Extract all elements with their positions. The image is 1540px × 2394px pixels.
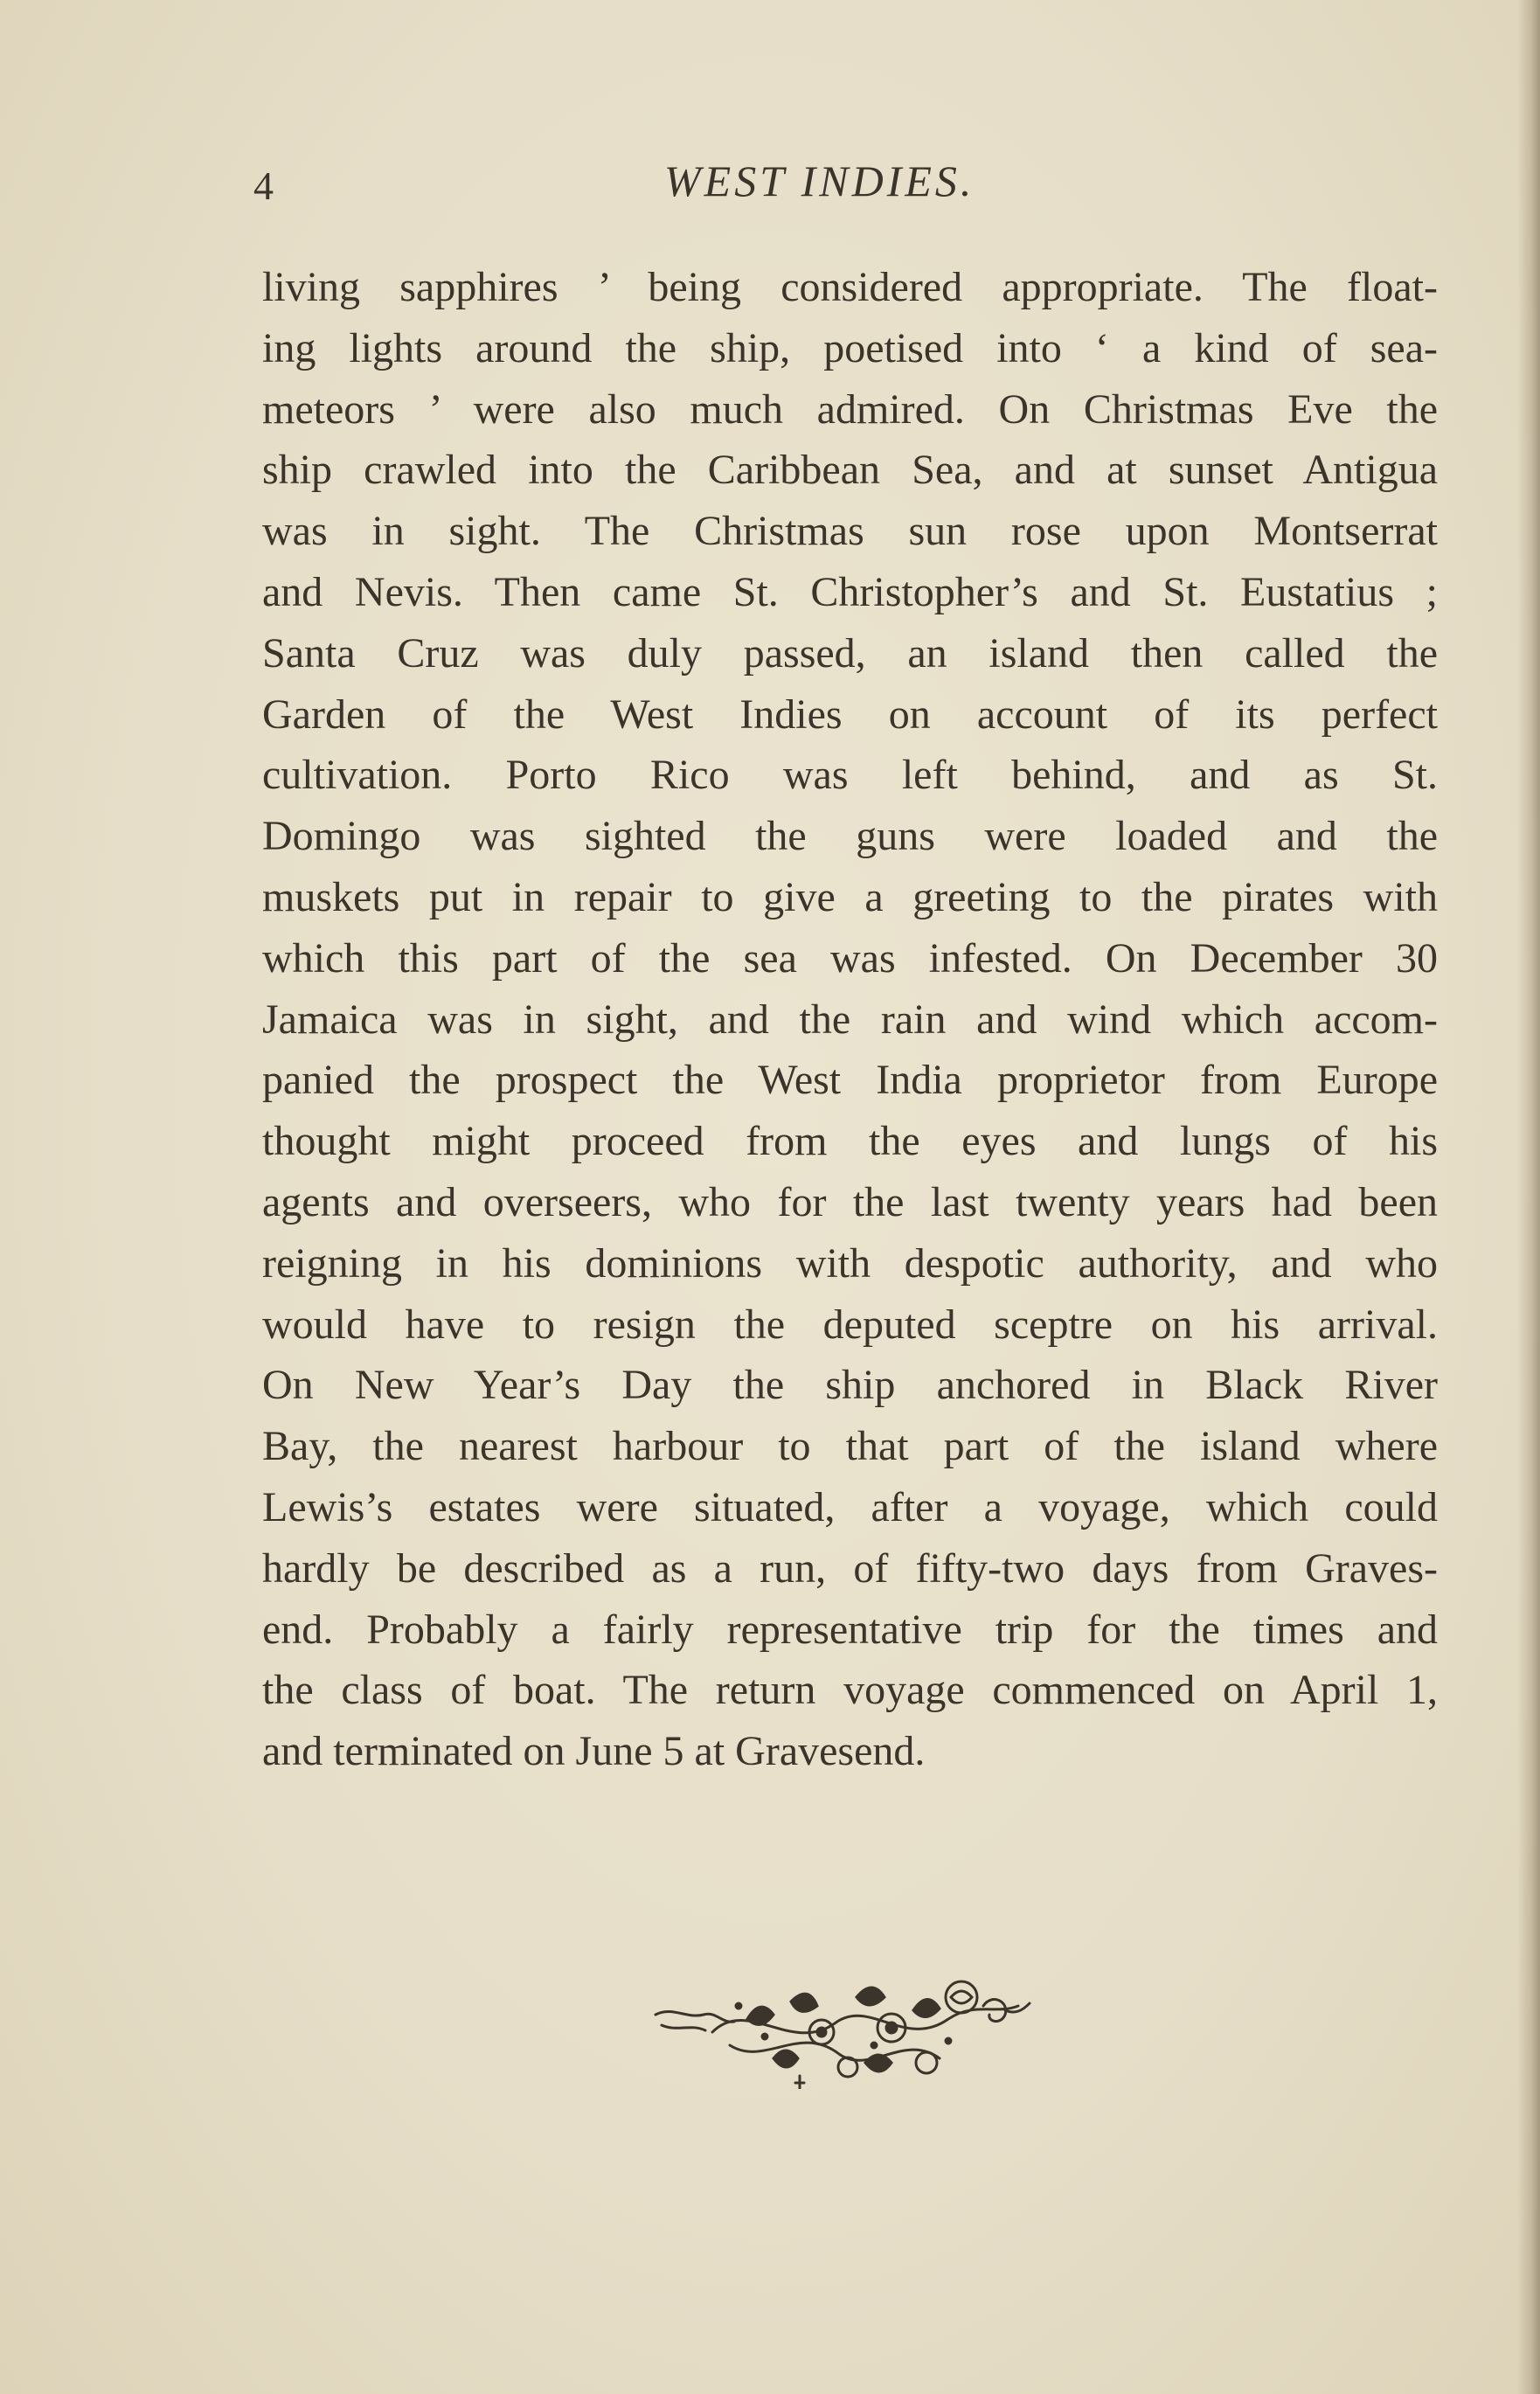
text-line: cultivation. Porto Rico was left behind, and as St. [262, 752, 1438, 799]
text-line: Bay, the nearest harbour to that part of the island where [262, 1423, 1438, 1470]
body-paragraph [262, 257, 1438, 1782]
text-line: On New Year’s Day the ship anchored in Black River [262, 1362, 1438, 1409]
text-line: reigning in his dominions with despotic authority, and who [262, 1239, 1438, 1287]
text-line: living sapphires ’ being considered appropriate. The float- [262, 264, 1438, 310]
text-line: ing lights around the ship, poetised into ‘ a kind of sea- [262, 324, 1438, 371]
text-line: was in sight. The Christmas sun rose upon Montserrat [262, 508, 1438, 555]
text-line: the class of boat. The return voyage commenced on April 1, [262, 1667, 1438, 1714]
text-line: end. Probably a fairly representative trip for the times and [262, 1606, 1438, 1653]
text-line: hardly be described as a run, of fifty-two days from Graves- [262, 1544, 1438, 1592]
text-line: agents and overseers, who for the last twenty years had been [262, 1178, 1438, 1225]
running-head [253, 150, 1442, 212]
page-edge-shadow [1517, 0, 1540, 2394]
text-line: panied the prospect the West India proprietor from Europe [262, 1057, 1438, 1104]
text-line: meteors ’ were also much admired. On Christmas Eve the [262, 385, 1438, 433]
text-line: Jamaica was in sight, and the rain and wind which accom- [262, 996, 1438, 1043]
text-line: Lewis’s estates were situated, after a voyage, which could [262, 1483, 1438, 1530]
text-line: and terminated on June 5 at Gravesend. [262, 1728, 926, 1775]
text-line: which this part of the sea was infested. On December 30 [262, 934, 1438, 982]
text-line: Domingo was sighted the guns were loaded and the [262, 813, 1438, 860]
running-title: WEST INDIES. [664, 156, 975, 205]
text-line: and Nevis. Then came St. Christopher’s and St. Eustatius ; [262, 568, 1438, 615]
text-line: Santa Cruz was duly passed, an island then called the [262, 629, 1438, 677]
text-line: thought might proceed from the eyes and lungs of his [262, 1118, 1438, 1165]
text-line: muskets put in repair to give a greeting to the pirates with [262, 873, 1438, 920]
page-number: 4 [253, 163, 274, 208]
floral-tailpiece-icon [651, 1971, 1040, 2089]
text-line: would have to resign the deputed sceptre on his arrival. [262, 1301, 1438, 1348]
text-line: Garden of the West Indies on account of its perfect [262, 690, 1438, 738]
text-line: ship crawled into the Caribbean Sea, and at sunset Antigua [262, 447, 1438, 494]
